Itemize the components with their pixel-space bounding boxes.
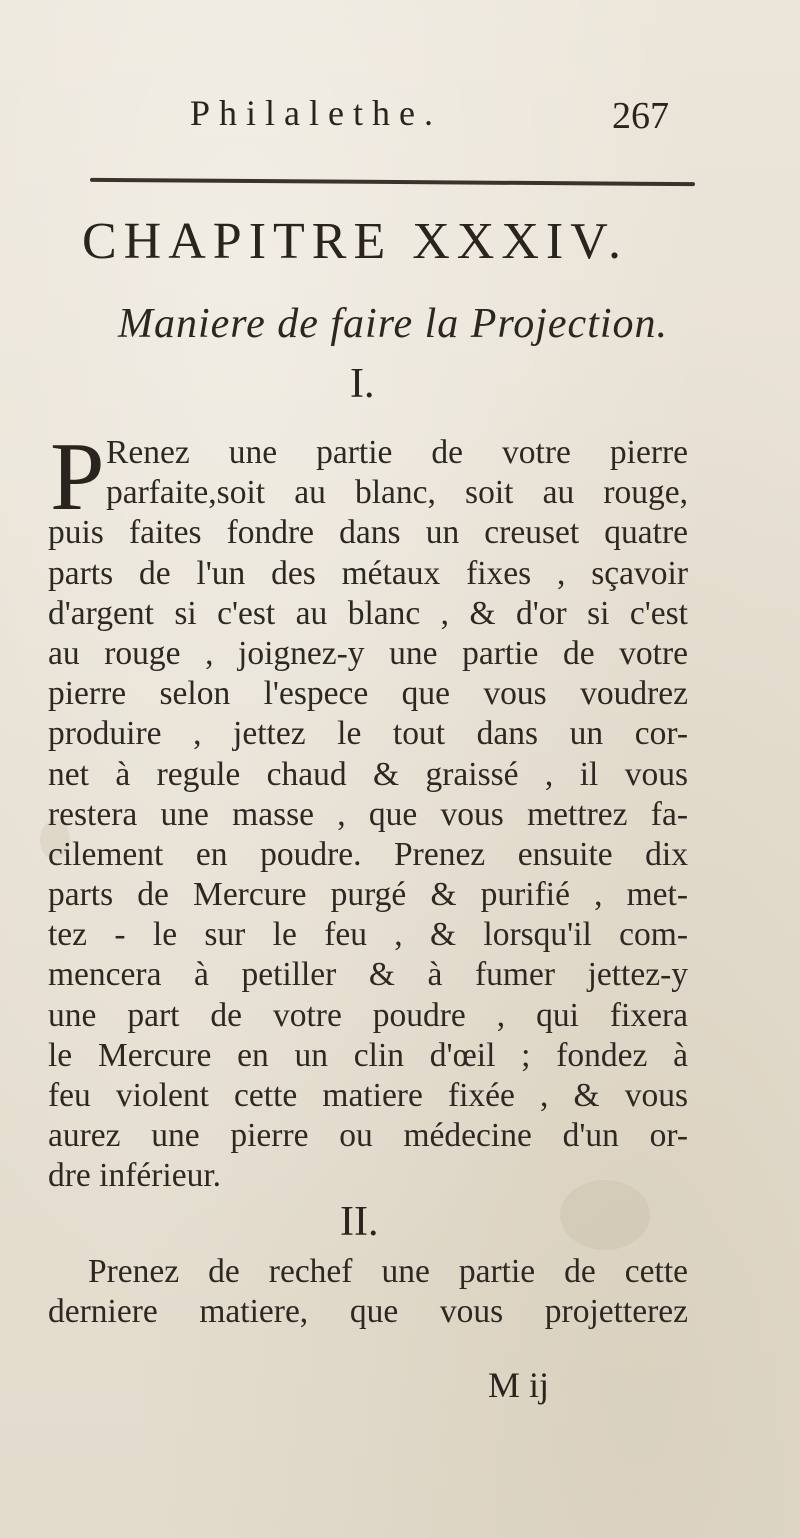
header-rule [90, 178, 695, 186]
text-line: tez - le sur le feu , & lorsqu'il com- [48, 916, 688, 954]
text-line: d'argent si c'est au blanc , & d'or si c'est [48, 594, 688, 632]
chapter-subtitle: Maniere de faire la Projection. [118, 301, 669, 347]
text-line: produire , jettez le tout dans un cor- [48, 715, 688, 753]
text-line: le Mercure en un clin d'œil ; fondez à [48, 1036, 688, 1074]
text-line: Renez une partie de votre pierre [106, 434, 688, 471]
text-line: derniere matiere, que vous projetterez [48, 1293, 688, 1331]
text-line: restera une masse , que vous mettrez fa- [48, 795, 688, 833]
page-number: 267 [612, 95, 669, 137]
text-line: Prenez de rechef une partie de cette [88, 1253, 688, 1290]
text-line: pierre selon l'espece que vous voudrez [48, 675, 688, 713]
text-line: parts de Mercure purgé & purifié , met- [48, 876, 688, 914]
text-line: dre inférieur. [48, 1157, 221, 1195]
text-line: net à regule chaud & graissé , il vous [48, 755, 688, 793]
section-number: I. [350, 361, 375, 407]
text-line: puis faites fondre dans un creuset quatre [48, 514, 688, 552]
text-line: parfaite,soit au blanc, soit au rouge, [106, 474, 688, 512]
text-line: au rouge , joignez-y une partie de votre [48, 634, 688, 672]
text-line: aurez une pierre ou médecine d'un or- [48, 1117, 688, 1155]
text-line: une part de votre poudre , qui fixera [48, 996, 688, 1034]
text-line: parts de l'un des métaux fixes , sçavoir [48, 554, 688, 592]
signature-mark: M ij [488, 1365, 550, 1405]
text-line: cilement en poudre. Prenez ensuite dix [48, 835, 688, 873]
running-head [0, 92, 800, 142]
chapter-title: CHAPITRE XXXIV. [82, 213, 629, 270]
text-line: mencera à petiller & à fumer jettez-y [48, 956, 688, 994]
drop-cap: P [50, 423, 105, 531]
paragraph [48, 433, 688, 1197]
text-line: feu violent cette matiere fixée , & vous [48, 1077, 688, 1114]
running-title: Philalethe. [190, 93, 442, 133]
section-number: II. [340, 1199, 379, 1245]
paragraph [48, 1252, 688, 1332]
